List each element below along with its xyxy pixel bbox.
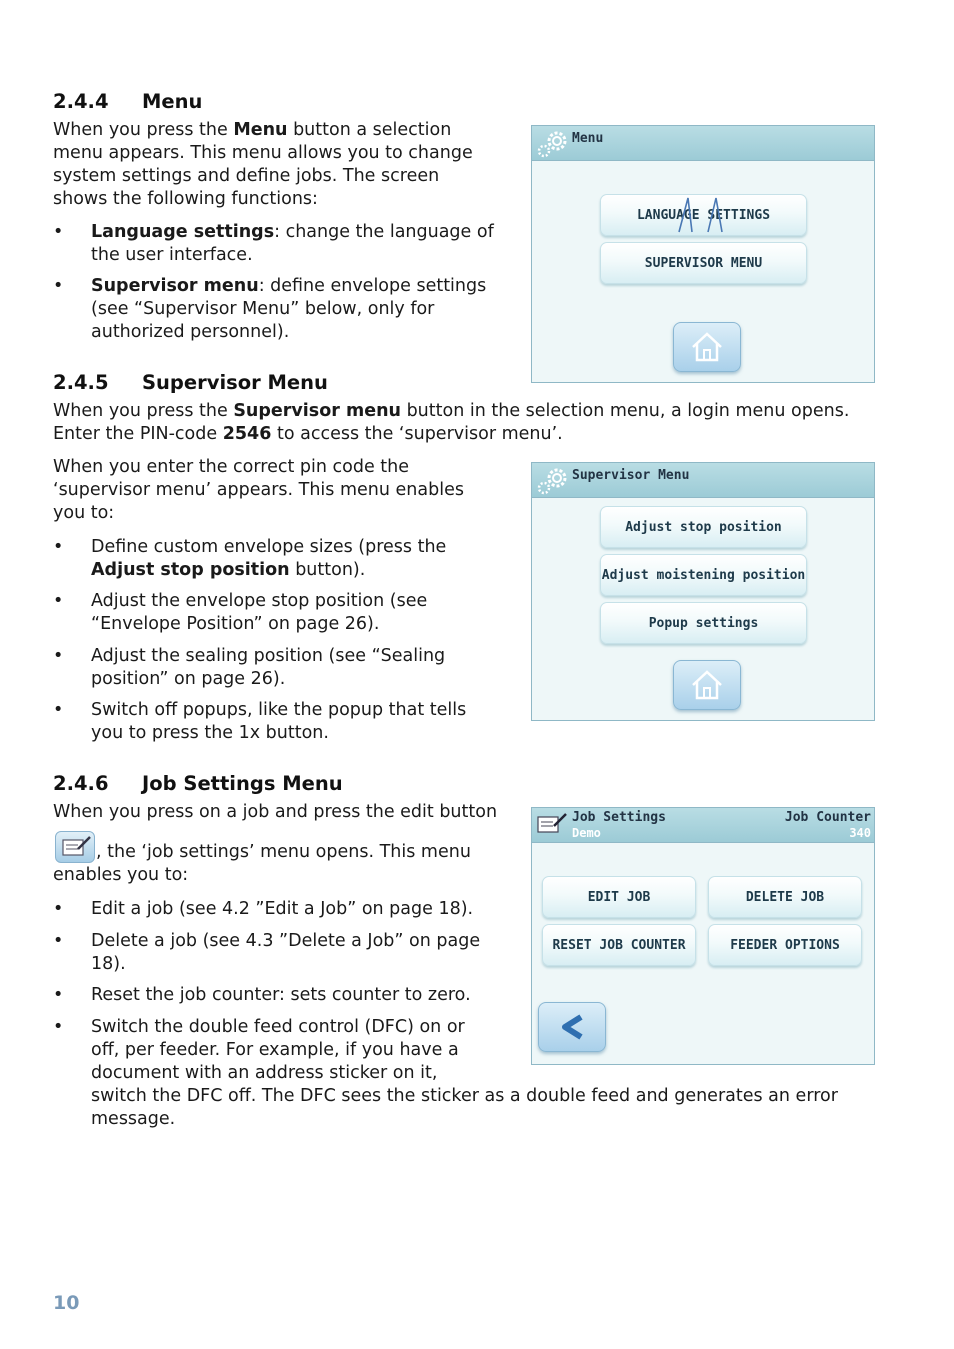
popup-settings-button[interactable]: Popup settings [600,602,807,644]
heading-2-4-6: 2.4.6 Job Settings Menu [53,772,343,795]
supervisor-menu-button[interactable]: SUPERVISOR MENU [600,242,807,284]
menu-screen [531,125,875,383]
list-item: • Define custom envelope sizes (press the Adjust stop position button). [53,537,447,580]
list-item: • Reset the job counter: sets counter to zero. [53,985,471,1005]
supervisor-desc-line2: ‘supervisor menu’ appears. This menu enables [53,480,464,500]
job-counter-value: 340 [849,826,871,840]
supervisor-title-bar [532,463,874,498]
list-item: • Edit a job (see 4.2 ”Edit a Job” on page 18). [53,899,474,919]
heading-2-4-4: 2.4.4 Menu [53,90,203,113]
list-item: • Adjust the sealing position (see “Sealing position” on page 26). [53,646,446,689]
heading-2-4-5: 2.4.5 Supervisor Menu [53,371,328,394]
list-item: • Delete a job (see 4.3 ”Delete a Job” on page 18). [53,931,481,974]
supervisor-intro-line2: Enter the PIN-code 2546 to access the ‘supervisor menu’. [53,424,563,444]
edit-button-icon [55,831,95,863]
list-item: • Switch the double feed control (DFC) on or off, per feeder. For example, if you have a document with an address sticker on it, switch the DFC off. The DFC sees the sticker as a double feed and generates an error message. [53,1017,838,1129]
menu-intro-line3: system settings and define jobs. The screen [53,166,440,186]
edit-icon [56,832,94,862]
touch-arrows-icon [676,196,726,234]
menu-intro-line1: When you press the Menu button a selection [53,120,452,140]
supervisor-intro-line1: When you press the Supervisor menu button in the selection menu, a login menu opens. [53,401,850,421]
job-settings-screen [531,807,875,1065]
edit-job-button[interactable]: EDIT JOB [542,876,696,918]
gear-icon [535,129,569,159]
home-icon [690,669,724,701]
list-item: • Switch off popups, like the popup that tells you to press the 1x button. [53,700,467,743]
delete-job-button[interactable]: DELETE JOB [708,876,862,918]
menu-screen-title: Menu [572,131,604,146]
home-button[interactable] [673,660,741,710]
job-settings-intro-line2: , the ‘job settings’ menu opens. This menu [96,842,471,862]
list-item: • Adjust the envelope stop position (see “Envelope Position” on page 26). [53,591,428,634]
job-settings-intro-line3: enables you to: [53,865,189,885]
language-settings-button[interactable]: LANGUAGE SETTINGS [600,194,807,236]
supervisor-screen-title: Supervisor Menu [572,468,690,483]
list-item: • Supervisor menu: define envelope settings (see “Supervisor Menu” below, only for authorized personnel). [53,276,487,342]
supervisor-menu-screen [531,462,875,721]
list-item: • Language settings: change the language of the user interface. [53,222,494,265]
back-button[interactable] [538,1002,606,1052]
gear-icon [535,466,569,496]
adjust-stop-position-button[interactable]: Adjust stop position [600,506,807,548]
home-button[interactable] [673,322,741,372]
job-settings-screen-title: Job Settings [572,810,666,825]
back-arrow-icon [555,1013,589,1041]
job-counter-label: Job Counter [784,810,871,825]
menu-title-bar [532,126,874,161]
supervisor-desc-line1: When you enter the correct pin code the [53,457,410,477]
edit-icon [536,811,568,837]
job-settings-intro-line1: When you press on a job and press the edit button [53,802,498,822]
menu-intro-line2: menu appears. This menu allows you to change [53,143,473,163]
menu-intro-line4: shows the following functions: [53,189,318,209]
adjust-moistening-position-button[interactable]: Adjust moistening position [600,554,807,596]
feeder-options-button[interactable]: FEEDER OPTIONS [708,924,862,966]
home-icon [690,331,724,363]
job-name: Demo [572,826,601,840]
job-settings-title-bar [532,808,874,843]
reset-job-counter-button[interactable]: RESET JOB COUNTER [542,924,696,966]
page-number: 10 [53,1292,80,1314]
supervisor-desc-line3: you to: [53,503,115,523]
